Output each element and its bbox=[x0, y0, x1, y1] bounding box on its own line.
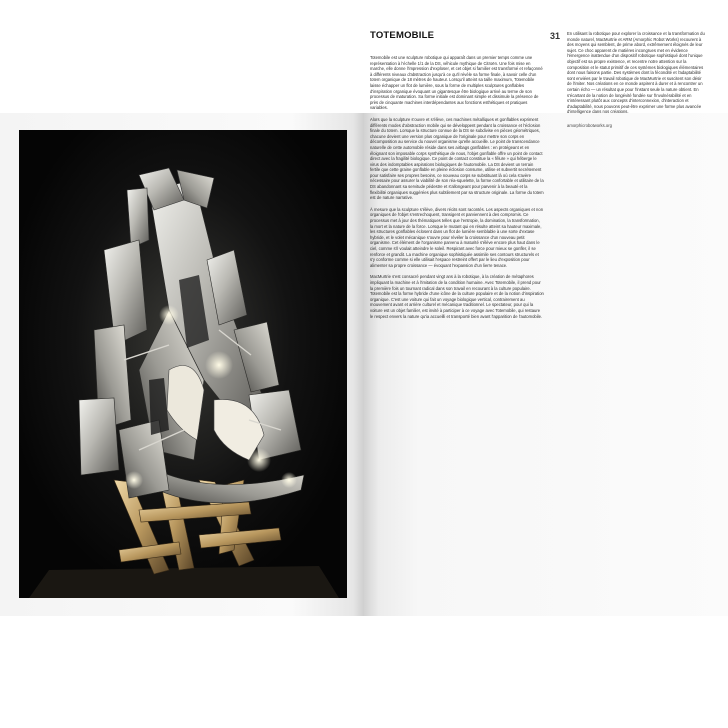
side-column bbox=[567, 31, 707, 137]
article-paragraph: MacMurtrie s'est consacré pendant vingt ans à la robotique, à la création de métaphores impliquant la machine et à l'imitation de la condition humaine. Avec Totemobile, il prend pour la première fois un tournant radical dans son travail en recourant à la culture populaire. Totemobile est la forme hybride d'une icône de la culture populaire et de la notion d'inspiration organique. C'est une voiture qui fait un voyage biologique vertical, contrairement au mouvement avant et arrière culturel et mécanique traditionnel. Le spectateur, pour qui la voiture est un objet familier, est invité à participer à ce voyage avec Totemobile, qui restaure le respect envers la nature qu'ia accueilli et transporté bien avant l'apparition de l'automobile. bbox=[370, 274, 544, 319]
sculpture-photo bbox=[19, 130, 347, 598]
book-spread bbox=[0, 113, 728, 616]
article-paragraph: Alors que la sculpture s'ouvre et s'élève, ces machines métalliques et gonflables expriment différents modes d'abstraction mobile qui se développent pendant la croissance et l'éclosion finale du totem. Lorsque la structure connue de la DS se subdivise en pièces géométriques, chacune devient une version plus organique de l'originale pour mettre son corps en décomposition au service du nouvel organisme qu'elle accueille. Le point de transcendance naturelle de cette automobile réside dans ses airbags gonflables : en protégeant et en éloignant son imposable corps synthétique de nous, l'objet gonflable offre un point de contact direct avec la fragilité biologique. Ce point de contact constitue la « fêlure » qui héberge le virus des indomptables aspirations biologiques de l'automobile. La DS devient un terrain fertile que cette graine gonflable en pleine éclosion consume, utilise et subvertit secrètement pour satisfaire ses propres besoins, ce nouveau corps se substituant là où cela s'avère nécessaire pour assurer la viabilité de son réa-squelette, la forme confortable et utilitaire de la DS abandonnant sa servitude pédestre et s'allongeant pour parvenir à la beauté et la flexibilité organiques suggérées plus subtilement par sa structure originale. La forme du totem est de nature narrative. bbox=[370, 116, 544, 201]
website-link[interactable]: amorphicrobotworks.org bbox=[567, 122, 612, 128]
page-number: 31 bbox=[550, 31, 561, 41]
left-page bbox=[0, 113, 364, 616]
article-title: TOTEMOBILE bbox=[370, 30, 435, 41]
side-paragraph: En utilisant la robotique pour explorer la croissance et la transformation du monde naturel, MacMurtrie et ARM (Amorphic Robot Works) recourent à des moyens qui semblent, de prime abord, extrêmement éloignés de leur sujet. Ce choc apparent de matières incongrues met en évidence l'émergence inattendue d'un dispositif robotique sophistiqué dont l'unique objectif est sa propre existence, et recentre notre attention sur la composition et le statut primitif de ces systèmes biologiques élémentaires dont nous faisons partie. Des systèmes dont la fécondité et l'adaptabilité sont enviées par le travail robotique de MacMurtrie et suscitent son désir de l'imiter. Nos créations en ce monde aspirent à durer et à rencontrer un certain écho — un résultat que pour l'instant seule la nature obtient. En s'écartant de la notion de longévité fondée sur l'invulnérabilité et en s'intéressant plutôt aux concepts d'interconnexion, d'interaction et d'adaptabilité, nous pouvons peut-être exprimer une forme plus avancée d'intelligence dans nos créations. bbox=[567, 31, 705, 115]
article-column bbox=[370, 31, 544, 325]
article-paragraph: À mesure que la sculpture s'élève, divers récits sont racontés. Les aspects organiques et non organiques de l'objet s'entrechoquent, transigent et parviennent à des compromis. Ce processus met à jour des thématiques telles que l'entropie, la domination, la transformation, la mort et la nature de la force. Lorsque le mutant qui en résulte atteint sa hauteur maximale, les structures gonflables éclosent dans un flot de lumière semblable à une sorte d'extase hybride, et le volet mécanique s'ouvre pour révéler la croissance d'un nouveau petit organisme. Cet élément de l'organisme parvenu à maturité s'élève encore plus haut dans le ciel, comme s'il voulait atteindre le soleil. Respirant avec force pour mieux se gonfler, il se renforce et grandit. La machine organique sophistiquée assimile ses contours structurels et s'y conforme comme si elle utilisait l'espace restreint offert par le lieu d'exposition pour alimenter sa propre croissance — évoquant l'expansion d'un lierre tenace. bbox=[370, 206, 544, 268]
article-paragraph: Totemobile est une sculpture robotique qui apparaît dans un premier temps comme une représentation à l'échelle 1/1 de la DS, véhicule mythique de Citroën. Une fois mise en marche, elle donne l'impression d'exploser, et cet objet si familier est transformé et refaçonné à différents niveaux d'abstraction jusqu'à ce qu'il révèle sa forme finale, à savoir celle d'un totem organique de 18 mètres de hauteur. Lorsqu'il atteint sa taille maximum, Totemobile laisse échapper un flot de lumière, sous la forme de multiples sculptures gonflables d'inspiration organique évoquant un gigantesque être biologique arrivé au terme de son processus de maturation. Sa forme initiale est dominant simple et dissimule la présence de près de cinquante machines interdépendantes aux fonctions esthétiques et pratiques variables. bbox=[370, 55, 543, 111]
